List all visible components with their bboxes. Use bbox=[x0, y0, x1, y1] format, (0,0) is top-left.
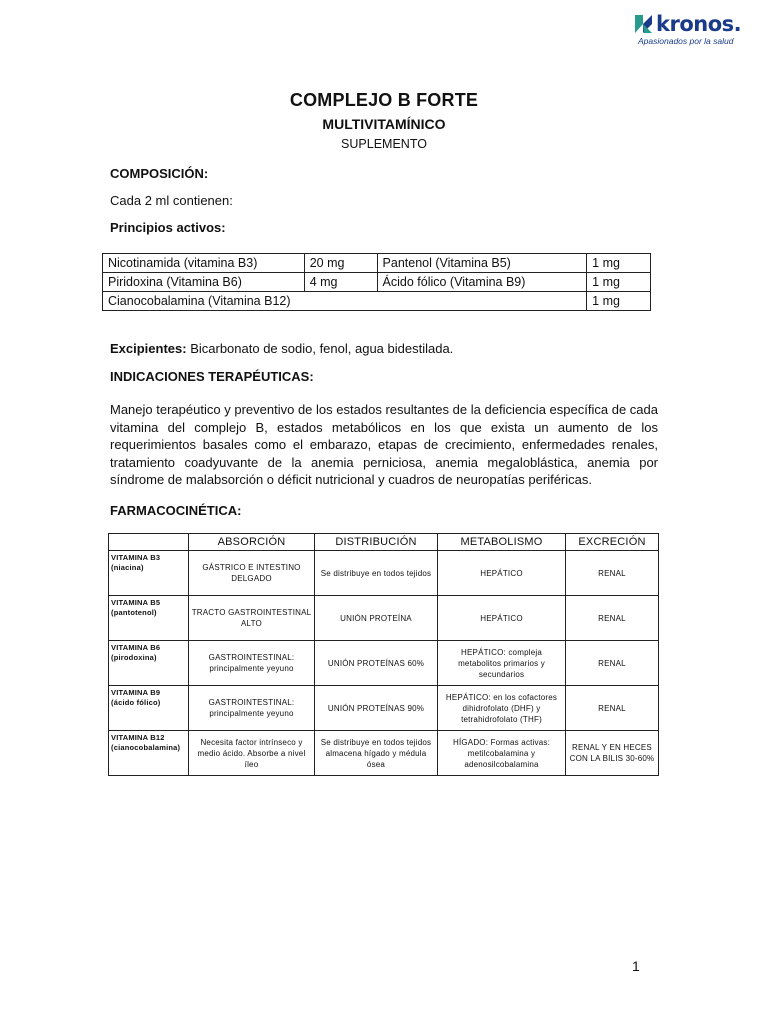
active-dose: 1 mg bbox=[587, 273, 651, 292]
vitamin-alt: (pirodoxina) bbox=[111, 653, 157, 662]
vitamin-alt: (cianocobalamina) bbox=[111, 743, 181, 752]
metabolismo-cell: HEPÁTICO bbox=[438, 596, 566, 641]
active-name: Pantenol (Vitamina B5) bbox=[377, 254, 587, 273]
row-header bbox=[109, 641, 189, 686]
metabolismo-cell: HEPÁTICO: en los cofactores dihidrofolato (DHF) y tetrahidrofolato (THF) bbox=[438, 686, 566, 731]
logo-tagline: Apasionados por la salud bbox=[638, 36, 734, 46]
distribucion-cell: UNIÓN PROTEÍNAS 90% bbox=[315, 686, 438, 731]
farmacocinetica-heading: FARMACOCINÉTICA: bbox=[110, 503, 242, 518]
kronos-logo bbox=[632, 12, 752, 56]
excipientes-label: Excipientes: bbox=[110, 341, 187, 356]
table-row bbox=[103, 292, 651, 311]
row-header bbox=[109, 596, 189, 641]
indicaciones-paragraph: Manejo terapéutico y preventivo de los estados resultantes de la deficiencia específica de cada vitamina del complejo B, estados metabólicos en los que exista un aumento de los requerimientos basales como el embarazo, etapas de crecimiento, enfermedades renales, tratamiento coadyuvante de la anemia perniciosa, anemia megaloblástica, anemia por síndrome de malabsorción o déficit nutricional y cuadros de neuropatías periféricas. bbox=[110, 402, 658, 487]
indicaciones-heading: INDICACIONES TERAPÉUTICAS: bbox=[110, 369, 314, 384]
table-row bbox=[109, 551, 659, 596]
header-corner bbox=[109, 534, 189, 551]
absorcion-cell: TRACTO GASTROINTESTINAL ALTO bbox=[189, 596, 315, 641]
distribucion-cell: UNIÓN PROTEÍNA bbox=[315, 596, 438, 641]
table-row bbox=[103, 273, 651, 292]
vitamin-alt: (ácido fólico) bbox=[111, 698, 161, 707]
active-dose: 20 mg bbox=[304, 254, 377, 273]
absorcion-cell: GASTROINTESTINAL: principalmente yeyuno bbox=[189, 686, 315, 731]
table-row bbox=[109, 641, 659, 686]
active-dose: 1 mg bbox=[587, 254, 651, 273]
row-header bbox=[109, 686, 189, 731]
vitamin-name: VITAMINA B6 bbox=[111, 643, 161, 652]
active-name: Nicotinamida (vitamina B3) bbox=[103, 254, 305, 273]
excrecion-cell: RENAL Y EN HECES CON LA BILIS 30-60% bbox=[566, 731, 659, 776]
distribucion-cell: UNIÓN PROTEÍNAS 60% bbox=[315, 641, 438, 686]
excrecion-cell: RENAL bbox=[566, 596, 659, 641]
composicion-heading: COMPOSICIÓN: bbox=[110, 166, 209, 181]
header-distribucion: DISTRIBUCIÓN bbox=[315, 534, 438, 551]
row-header bbox=[109, 551, 189, 596]
distribucion-cell: Se distribuye en todos tejidos bbox=[315, 551, 438, 596]
active-name: Cianocobalamina (Vitamina B12) bbox=[103, 292, 587, 311]
pharmacokinetics-table bbox=[108, 533, 659, 776]
cada-text: Cada 2 ml contienen: bbox=[110, 193, 233, 208]
excrecion-cell: RENAL bbox=[566, 686, 659, 731]
absorcion-cell: GASTROINTESTINAL: principalmente yeyuno bbox=[189, 641, 315, 686]
metabolismo-cell: HEPÁTICO: compleja metabolitos primarios y secundarios bbox=[438, 641, 566, 686]
excipientes-text: Bicarbonato de sodio, fenol, agua bidestilada. bbox=[186, 341, 454, 356]
row-header bbox=[109, 731, 189, 776]
absorcion-cell: Necesita factor intrínseco y medio ácido. Absorbe a nivel íleo bbox=[189, 731, 315, 776]
table-row bbox=[109, 686, 659, 731]
vitamin-name: VITAMINA B5 bbox=[111, 598, 161, 607]
vitamin-name: VITAMINA B3 bbox=[111, 553, 161, 562]
page-number: 1 bbox=[632, 958, 640, 974]
vitamin-name: VITAMINA B12 bbox=[111, 733, 165, 742]
logo-wordmark: kronos. bbox=[656, 12, 742, 36]
absorcion-cell: GÁSTRICO E INTESTINO DELGADO bbox=[189, 551, 315, 596]
vitamin-alt: (niacina) bbox=[111, 563, 144, 572]
principios-heading: Principios activos: bbox=[110, 220, 226, 235]
table-row bbox=[103, 254, 651, 273]
vitamin-name: VITAMINA B9 bbox=[111, 688, 161, 697]
header-excrecion: EXCRECIÓN bbox=[566, 534, 659, 551]
document-subsubtitle: SUPLEMENTO bbox=[341, 137, 427, 151]
distribucion-cell: Se distribuye en todos tejidos almacena hígado y médula ósea bbox=[315, 731, 438, 776]
vitamin-alt: (pantotenol) bbox=[111, 608, 157, 617]
header-absorcion: ABSORCIÓN bbox=[189, 534, 315, 551]
table-row bbox=[109, 596, 659, 641]
table-header-row bbox=[109, 534, 659, 551]
document-title: COMPLEJO B FORTE bbox=[289, 90, 479, 110]
active-dose: 1 mg bbox=[587, 292, 651, 311]
metabolismo-cell: HEPÁTICO bbox=[438, 551, 566, 596]
metabolismo-cell: HÍGADO: Formas activas: metilcobalamina y adenosilcobalamina bbox=[438, 731, 566, 776]
document-subtitle: MULTIVITAMÍNICO bbox=[322, 116, 446, 132]
kronos-logo-icon bbox=[632, 13, 654, 35]
excrecion-cell: RENAL bbox=[566, 641, 659, 686]
actives-table bbox=[102, 253, 651, 311]
excipientes-line bbox=[110, 341, 453, 356]
active-name: Ácido fólico (Vitamina B9) bbox=[377, 273, 587, 292]
excrecion-cell: RENAL bbox=[566, 551, 659, 596]
header-metabolismo: METABOLISMO bbox=[438, 534, 566, 551]
table-row bbox=[109, 731, 659, 776]
active-dose: 4 mg bbox=[304, 273, 377, 292]
active-name: Piridoxina (Vitamina B6) bbox=[103, 273, 305, 292]
